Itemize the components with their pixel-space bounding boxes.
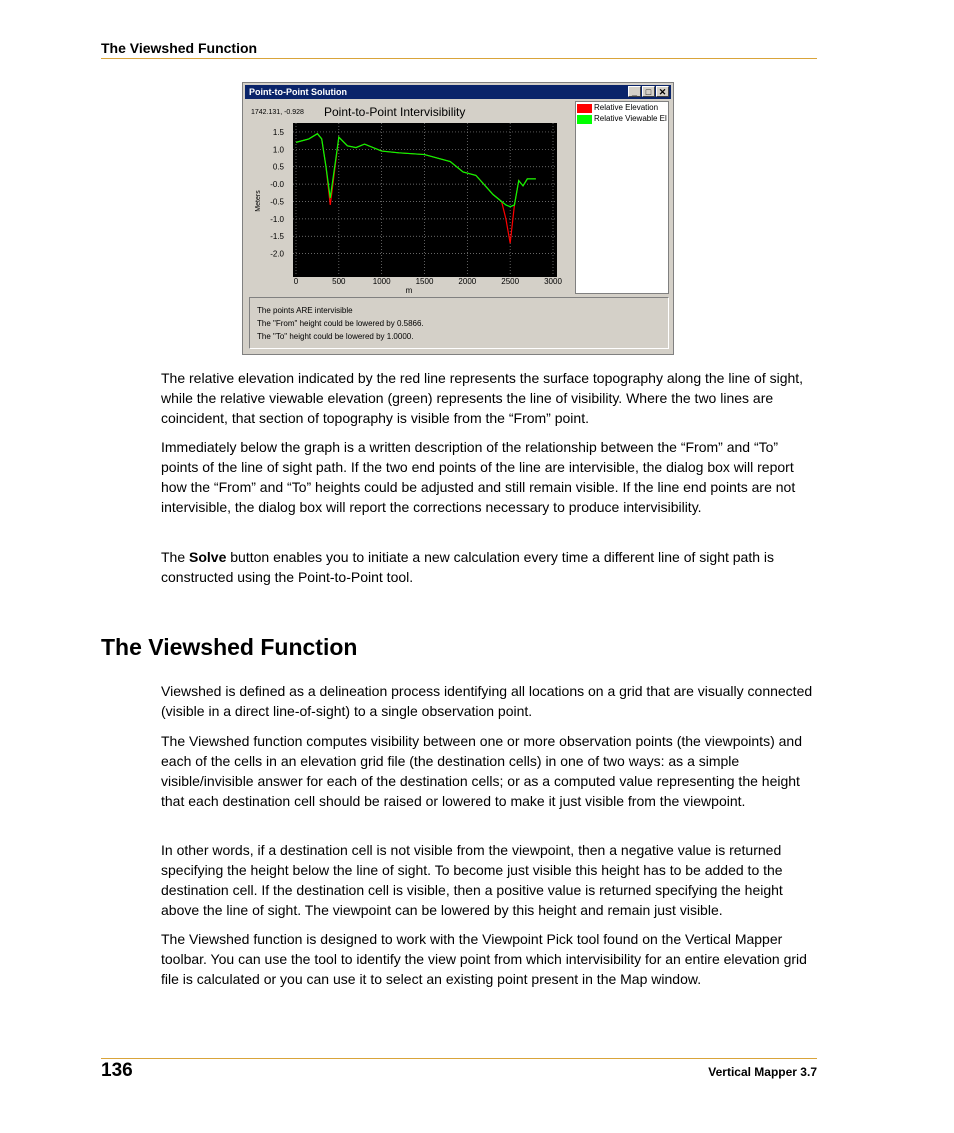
legend-item-relative-elevation [577,103,668,113]
section-heading: The Viewshed Function [101,634,358,660]
x-tick-label: 500 [332,277,346,286]
paragraph: The relative elevation indicated by the red line represents the surface topography along the line of sight, while the relative viewable elevation (green) represents the line of visibility. Where the two lines are coincident, that section of topography is visible from the “From” point. [161,370,804,426]
coord-readout: 1742.131, -0.928 [251,109,304,116]
x-tick-label: 1000 [372,277,391,286]
footer-book-title: Vertical Mapper 3.7 [708,1065,817,1079]
x-tick-label: 2000 [458,277,477,286]
page-number: 136 [101,1060,133,1081]
legend-swatch-red [577,104,592,113]
intervisibility-chart [246,101,574,294]
legend-swatch-green [577,115,592,124]
window-title: Point-to-Point Solution [249,87,347,97]
y-tick-label: -1.5 [270,232,284,242]
text-run: The [161,549,190,565]
solve-term: Solve [189,549,227,565]
footer-rule [101,1058,817,1059]
y-tick-label: 0.5 [272,162,284,172]
x-tick-label: 1500 [415,277,434,286]
paragraph [161,547,817,587]
paragraph: Immediately below the graph is a written description of the relationship between the “From” and “To” points of the line of sight path. If the two end points of the line are intervisible, the dialog box will report how the “From” and “To” heights could be adjusted and still remain visible. If the line end points are not intervisible, the dialog box will report the corrections necessary to produce intervisibility. [161,439,796,515]
x-tick-label: 3000 [544,277,562,286]
paragraph: The Viewshed function computes visibility between one or more observation points (the viewpoints) and each of the cells in an elevation grid file (the destination cells) in one of two ways: as a simple visible/invisible answer for each of the destination cells; or as a computed value representing the height that each destination cell should be raised or lowered to make it just visible from the viewpoint. [161,733,802,809]
result-message-box [249,297,669,349]
legend-item-relative-viewable-elevation [577,114,668,124]
chart-area [246,101,574,294]
running-header: The Viewshed Function [101,40,817,59]
text-run: button enables you to initiate a new calculation every time a different line of sight path is constructed using the Point-to-Point tool. [161,549,775,585]
legend-label: Relative Elevation [594,103,659,112]
y-tick-label: -1.0 [270,214,284,224]
message-line: The "To" height could be lowered by 1.0000. [257,332,414,341]
y-axis-label: Meters [255,190,262,212]
paragraph: In other words, if a destination cell is not visible from the viewpoint, then a negative value is returned specifying the height below the line of sight. To become just visible this height has to be added to the destination cell. If the destination cell is visible, then a positive value is returned specifying the height above the line of sight. The viewpoint can be lowered by this height and remain just visible. [161,842,783,918]
close-button[interactable]: ✕ [656,86,669,97]
window-titlebar [245,85,671,99]
chart-title: Point-to-Point Intervisibility [324,105,466,119]
y-tick-label: -0.5 [270,197,284,207]
x-axis-label: m [405,286,413,294]
point-to-point-solution-window [242,82,674,355]
message-line: The "From" height could be lowered by 0.5866. [257,319,424,328]
x-tick-label: 0 [293,277,299,286]
message-line: The points ARE intervisible [257,306,353,315]
x-tick-label: 2500 [501,277,520,286]
maximize-button[interactable]: □ [642,86,655,97]
y-tick-label: 1.0 [272,145,284,155]
y-tick-label: -0.0 [270,180,284,190]
paragraph: The Viewshed function is designed to work with the Viewpoint Pick tool found on the Vertical Mapper toolbar. You can use the tool to identify the view point from which intervisibility for an entire elevation grid file is calculated or you can use it to select an existing point present in the Map window. [161,931,807,987]
minimize-button[interactable]: _ [628,86,641,97]
y-tick-label: 1.5 [272,127,284,137]
window-controls [628,86,669,97]
y-tick-label: -2.0 [270,249,284,259]
legend-label: Relative Viewable El [594,114,667,123]
paragraph: Viewshed is defined as a delineation process identifying all locations on a grid that are visually connected (visible in a direct line-of-sight) to a single observation point. [161,683,813,719]
legend [575,101,669,294]
